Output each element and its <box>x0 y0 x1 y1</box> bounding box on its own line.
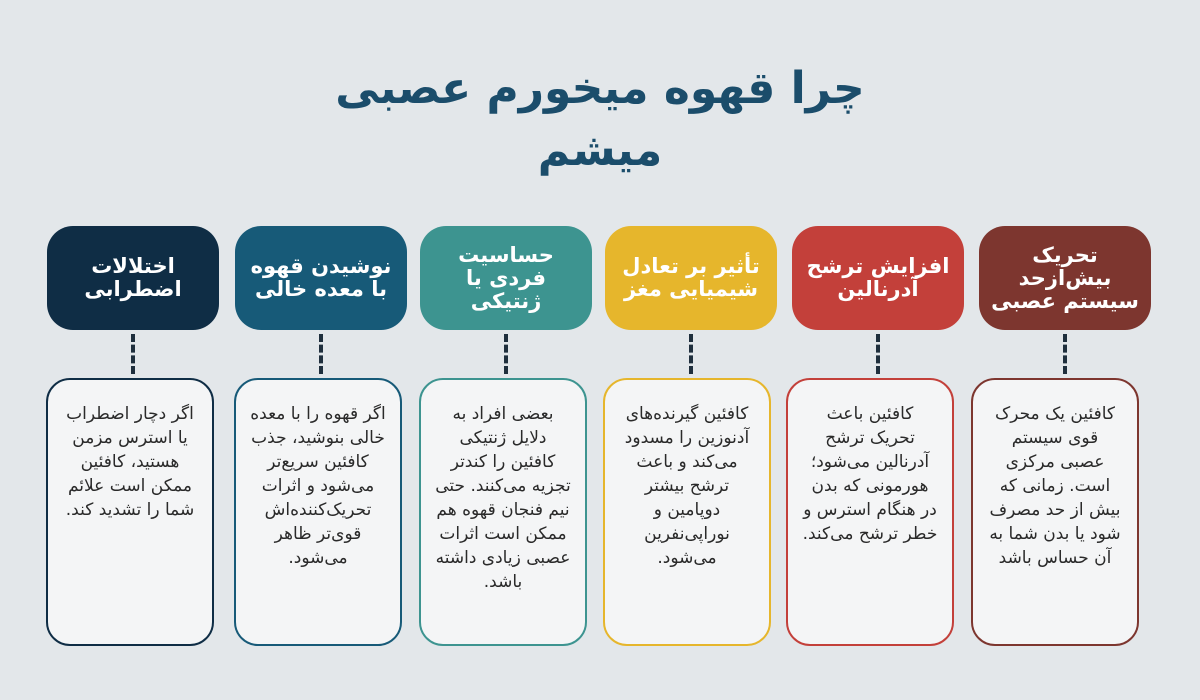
card-overstimulation <box>971 378 1139 646</box>
connector-dashed-line <box>504 334 508 374</box>
header-label: اختلالات اضطرابی <box>84 254 182 301</box>
card-text: اگر دچار اضطراب یا استرس مزمن هستید، کافئین ممکن است علائم شما را تشدید کند. <box>65 404 195 520</box>
connector-dashed-line <box>689 334 693 374</box>
header-label: تأثیر بر تعادل شیمیایی مغز <box>622 254 760 301</box>
card-text: کافئین گیرنده‌های آدنوزین را مسدود می‌کند و باعث ترشح بیشتر دوپامین و نوراپی‌نفرین می‌شود. <box>624 404 750 568</box>
card-anxiety-disorders <box>46 378 214 646</box>
header-label: تحریک بیش‌ازحد سیستم عصبی <box>991 242 1139 313</box>
header-overstimulation <box>979 226 1151 330</box>
header-adrenaline <box>792 226 964 330</box>
header-label: نوشیدن قهوه با معده خالی <box>250 254 392 301</box>
header-anxiety-disorders <box>47 226 219 330</box>
header-label: حساسیت فردی یا ژنتیکی <box>458 242 554 313</box>
header-empty-stomach <box>235 226 407 330</box>
diagram-title <box>0 58 1200 182</box>
connector-dashed-line <box>319 334 323 374</box>
header-genetic-sensitivity <box>420 226 592 330</box>
header-brain-chemistry <box>605 226 777 330</box>
card-text: کافئین یک محرک قوی سیستم عصبی مرکزی است. زمانی که بیش از حد مصرف شود یا بدن شما به آن حساس باشد <box>989 404 1121 568</box>
connector-dashed-line <box>876 334 880 374</box>
header-label: افزایش ترشح آدرنالین <box>806 254 950 301</box>
card-text: بعضی افراد به دلایل ژنتیکی کافئین را کندتر تجزیه می‌کنند. حتی نیم فنجان قهوه هم ممکن است اثرات عصبی زیادی داشته باشد. <box>435 404 571 592</box>
connector-dashed-line <box>1063 334 1067 374</box>
title-line-2: میشم <box>537 125 663 176</box>
card-text: اگر قهوه را با معده خالی بنوشید، جذب کافئین سریع‌تر می‌شود و اثرات تحریک‌کننده‌اش قوی‌تر ظاهر می‌شود. <box>250 404 386 568</box>
card-adrenaline <box>786 378 954 646</box>
title-line-1: چرا قهوه میخورم عصبی <box>335 63 865 114</box>
card-empty-stomach <box>234 378 402 646</box>
card-text: کافئین باعث تحریک ترشح آدرنالین می‌شود؛ هورمونی که بدن در هنگام استرس و خطر ترشح می‌کند. <box>802 404 938 544</box>
connector-dashed-line <box>131 334 135 374</box>
card-genetic-sensitivity <box>419 378 587 646</box>
card-brain-chemistry <box>603 378 771 646</box>
